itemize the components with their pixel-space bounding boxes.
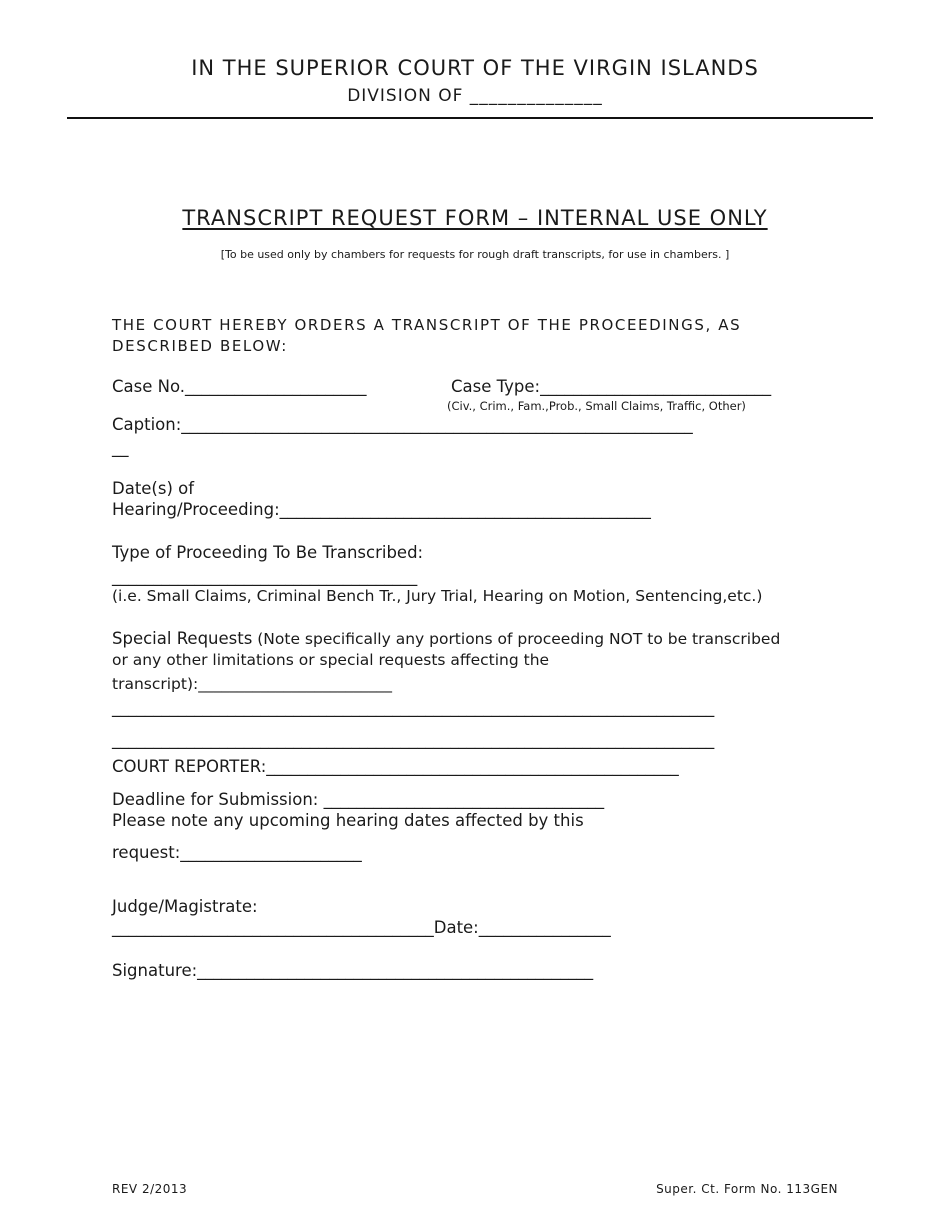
deadline-field[interactable]: Deadline for Submission: __________________________________ bbox=[112, 790, 605, 809]
dates-label: Date(s) of bbox=[112, 479, 195, 498]
revision-label: REV 2/2013 bbox=[112, 1182, 188, 1196]
special-requests-label: Special Requests bbox=[112, 629, 253, 648]
special-requests-note: (Note specifically any portions of proceeding NOT to be transcribed bbox=[252, 630, 781, 648]
date-label: Date: bbox=[433, 918, 479, 937]
case-no-field[interactable]: Case No.______________________ bbox=[112, 377, 367, 396]
court-title: IN THE SUPERIOR COURT OF THE VIRGIN ISLANDS bbox=[191, 56, 759, 80]
proceeding-type-hint: (i.e. Small Claims, Criminal Bench Tr., Jury Trial, Hearing on Motion, Sentencing,etc.) bbox=[112, 587, 763, 605]
order-line-2: DESCRIBED BELOW: bbox=[112, 337, 288, 355]
form-title-text: TRANSCRIPT REQUEST FORM – INTERNAL USE ONLY bbox=[182, 206, 768, 230]
judge-field[interactable]: _______________________________________ bbox=[112, 918, 434, 937]
caption-field-continued[interactable]: __ bbox=[112, 438, 129, 457]
special-requests-blank-1[interactable]: _________________________________________________________________________ bbox=[112, 698, 715, 717]
order-line-1: THE COURT HEREBY ORDERS A TRANSCRIPT OF THE PROCEEDINGS, AS bbox=[112, 316, 742, 334]
header-divider bbox=[67, 117, 873, 119]
upcoming-hearing-note: Please note any upcoming hearing dates affected by this bbox=[112, 811, 584, 830]
caption-field[interactable]: Caption:______________________________________________________________ bbox=[112, 415, 693, 434]
proceeding-type-field[interactable]: _____________________________________ bbox=[112, 567, 418, 586]
court-reporter-field[interactable]: COURT REPORTER:__________________________________________________ bbox=[112, 757, 679, 776]
judge-signature-row bbox=[112, 918, 611, 937]
upcoming-hearing-field[interactable]: request:______________________ bbox=[112, 843, 362, 862]
special-requests-line-2: or any other limitations or special requests affecting the bbox=[112, 651, 550, 669]
form-number-label: Super. Ct. Form No. 113GEN bbox=[656, 1182, 838, 1196]
order-statement bbox=[112, 315, 741, 357]
special-requests-heading bbox=[112, 629, 780, 648]
case-type-field[interactable]: Case Type:____________________________ bbox=[451, 377, 772, 396]
case-type-hint: (Civ., Crim., Fam.,Prob., Small Claims, Traffic, Other) bbox=[447, 399, 746, 413]
signature-field[interactable]: Signature:________________________________________________ bbox=[112, 961, 594, 980]
special-requests-field[interactable]: transcript):_________________________ bbox=[112, 675, 392, 693]
hearing-date-field[interactable]: Hearing/Proceeding:_____________________________________________ bbox=[112, 500, 651, 519]
special-requests-blank-2[interactable]: _________________________________________________________________________ bbox=[112, 730, 715, 749]
division-line: DIVISION OF ______________ bbox=[347, 86, 603, 106]
date-field[interactable]: ________________ bbox=[478, 918, 611, 937]
usage-note: [To be used only by chambers for requests for rough draft transcripts, for use in chambers. ] bbox=[220, 248, 730, 261]
form-title bbox=[0, 206, 950, 230]
proceeding-type-label: Type of Proceeding To Be Transcribed: bbox=[112, 543, 424, 562]
judge-label: Judge/Magistrate: bbox=[112, 897, 258, 916]
